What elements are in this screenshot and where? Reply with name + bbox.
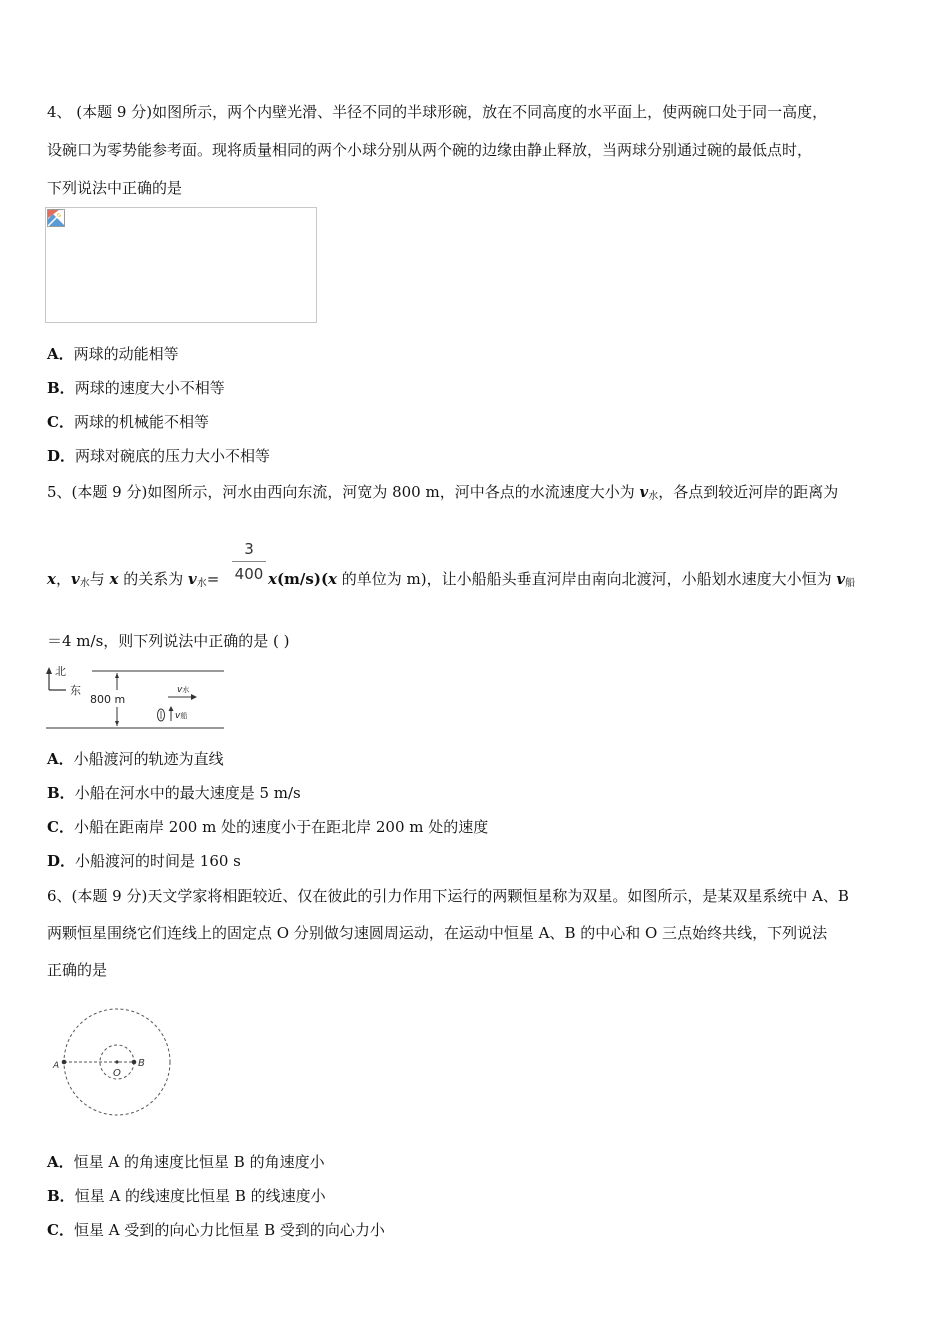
q5-river-figure	[44, 662, 226, 732]
option-text: 小船渡河的轨迹为直线	[73, 750, 224, 768]
q5-sub-water: 水	[79, 578, 90, 589]
q5-stem-line-3: ＝4 m/s，则下列说法中正确的是 ( )	[47, 632, 290, 650]
option-text: 小船在距南岸 200 m 处的速度小于在距北岸 200 m 处的速度	[73, 818, 489, 836]
north-arrow-icon	[46, 667, 52, 674]
q4-option-b	[47, 377, 225, 398]
q6-stem-line-1: 6、(本题 9 分)天文学家将相距较近、仅在彼此的引力作用下运行的两颗恒星称为双星。如图所示，是某双星系统中 A、B	[47, 887, 849, 905]
label-a: A	[53, 1061, 60, 1071]
q5-var-v: v	[187, 570, 197, 588]
option-text: 小船渡河的时间是 160 s	[75, 852, 241, 870]
q4-figure-broken-image	[45, 207, 317, 323]
q6-option-a	[47, 1151, 325, 1172]
q5-var-v: v	[836, 570, 846, 588]
q5-text: ，各点到较近河岸的距离为	[658, 483, 839, 501]
q5-var-v: v	[639, 483, 649, 501]
option-text: 两球的动能相等	[73, 345, 179, 363]
option-text: 两球对碗底的压力大小不相等	[75, 447, 271, 465]
q5-sub-water: 水	[196, 578, 207, 589]
option-text: 两球的速度大小不相等	[74, 379, 225, 397]
q5-var-x: x	[328, 570, 337, 588]
q5-text: 与	[89, 570, 110, 588]
q5-fraction-numerator: 3	[244, 540, 254, 558]
q5-sub-boat: 船	[845, 578, 856, 589]
q4-option-d	[47, 445, 270, 466]
q5-text: (m/s)(	[276, 570, 329, 588]
q5-var-x: x	[47, 570, 56, 588]
option-letter: A．	[47, 1153, 74, 1171]
star-a	[62, 1060, 67, 1065]
q5-fraction-denominator: 400	[234, 565, 264, 583]
v-boat-arrow-head	[169, 706, 174, 711]
q5-stem-line-2a	[47, 568, 219, 589]
option-letter: C．	[47, 413, 74, 431]
q5-fraction-bar	[232, 561, 266, 562]
width-arrow-up-head	[115, 673, 119, 678]
option-letter: C．	[47, 1221, 74, 1239]
q4-stem-line-1: 4、 (本题 9 分)如图所示，两个内壁光滑、半径不同的半球形碗，放在不同高度的水平面上，使两碗口处于同一高度，	[47, 103, 828, 121]
star-b	[132, 1060, 137, 1065]
q5-option-a	[47, 748, 224, 769]
q5-var-x: x	[109, 570, 119, 588]
q5-text: 5、(本题 9 分)如图所示，河水由西向东流，河宽为 800 m，河中各点的水流速度大小为	[47, 483, 640, 501]
q5-text: ，	[55, 570, 71, 588]
q4-option-a	[47, 343, 179, 364]
option-letter: A．	[47, 750, 74, 768]
option-text: 恒星 A 的线速度比恒星 B 的线速度小	[74, 1187, 326, 1205]
option-letter: B．	[47, 379, 75, 397]
width-arrow-down-head	[115, 721, 119, 726]
label-b: B	[138, 1058, 145, 1069]
q5-stem-line-2b	[268, 568, 855, 589]
east-label: 东	[70, 684, 81, 697]
v-water-arrow-head	[191, 694, 197, 700]
q5-stem-line-1	[47, 481, 838, 502]
q5-option-c	[47, 816, 488, 837]
q5-option-d	[47, 850, 241, 871]
q5-var-x: x	[268, 570, 277, 588]
q5-option-b	[47, 782, 301, 803]
q4-option-c	[47, 411, 209, 432]
option-letter: D．	[47, 447, 76, 465]
q4-stem-line-3: 下列说法中正确的是	[47, 179, 183, 197]
option-letter: B．	[47, 1187, 75, 1205]
q5-var-v: v	[70, 570, 80, 588]
v-boat-label: v船	[175, 711, 188, 721]
q5-sub-water: 水	[648, 491, 659, 502]
option-letter: D．	[47, 852, 76, 870]
option-text: 小船在河水中的最大速度是 5 m/s	[74, 784, 301, 802]
label-o: O	[113, 1068, 121, 1079]
option-text: 两球的机械能不相等	[73, 413, 209, 431]
q5-text: =	[206, 570, 220, 588]
q5-text: 的单位为 m)，让小船船头垂直河岸由南向北渡河，小船划水速度大小恒为	[337, 570, 837, 588]
broken-image-icon	[47, 209, 65, 227]
q5-text: 的关系为	[118, 570, 188, 588]
v-water-label: v水	[177, 685, 190, 695]
q6-stem-line-2: 两颗恒星围绕它们连线上的固定点 O 分别做匀速圆周运动，在运动中恒星 A、B 的中心和 O 三点始终共线，下列说法	[47, 924, 828, 942]
point-o	[115, 1060, 118, 1063]
q5-fraction	[232, 540, 266, 583]
option-letter: A．	[47, 345, 74, 363]
option-text: 恒星 A 受到的向心力比恒星 B 受到的向心力小	[73, 1221, 385, 1239]
option-letter: C．	[47, 818, 74, 836]
q6-binary-star-figure	[50, 998, 175, 1126]
q4-stem-line-2: 设碗口为零势能参考面。现将质量相同的两个小球分别从两个碗的边缘由静止释放，当两球分别通过碗的最低点时，	[47, 141, 813, 159]
option-text: 恒星 A 的角速度比恒星 B 的角速度小	[73, 1153, 325, 1171]
q6-option-c	[47, 1219, 385, 1240]
north-label: 北	[55, 665, 66, 678]
q6-stem-line-3: 正确的是	[47, 961, 108, 979]
river-width-label: 800 m	[90, 693, 126, 706]
option-letter: B．	[47, 784, 75, 802]
q6-option-b	[47, 1185, 326, 1206]
